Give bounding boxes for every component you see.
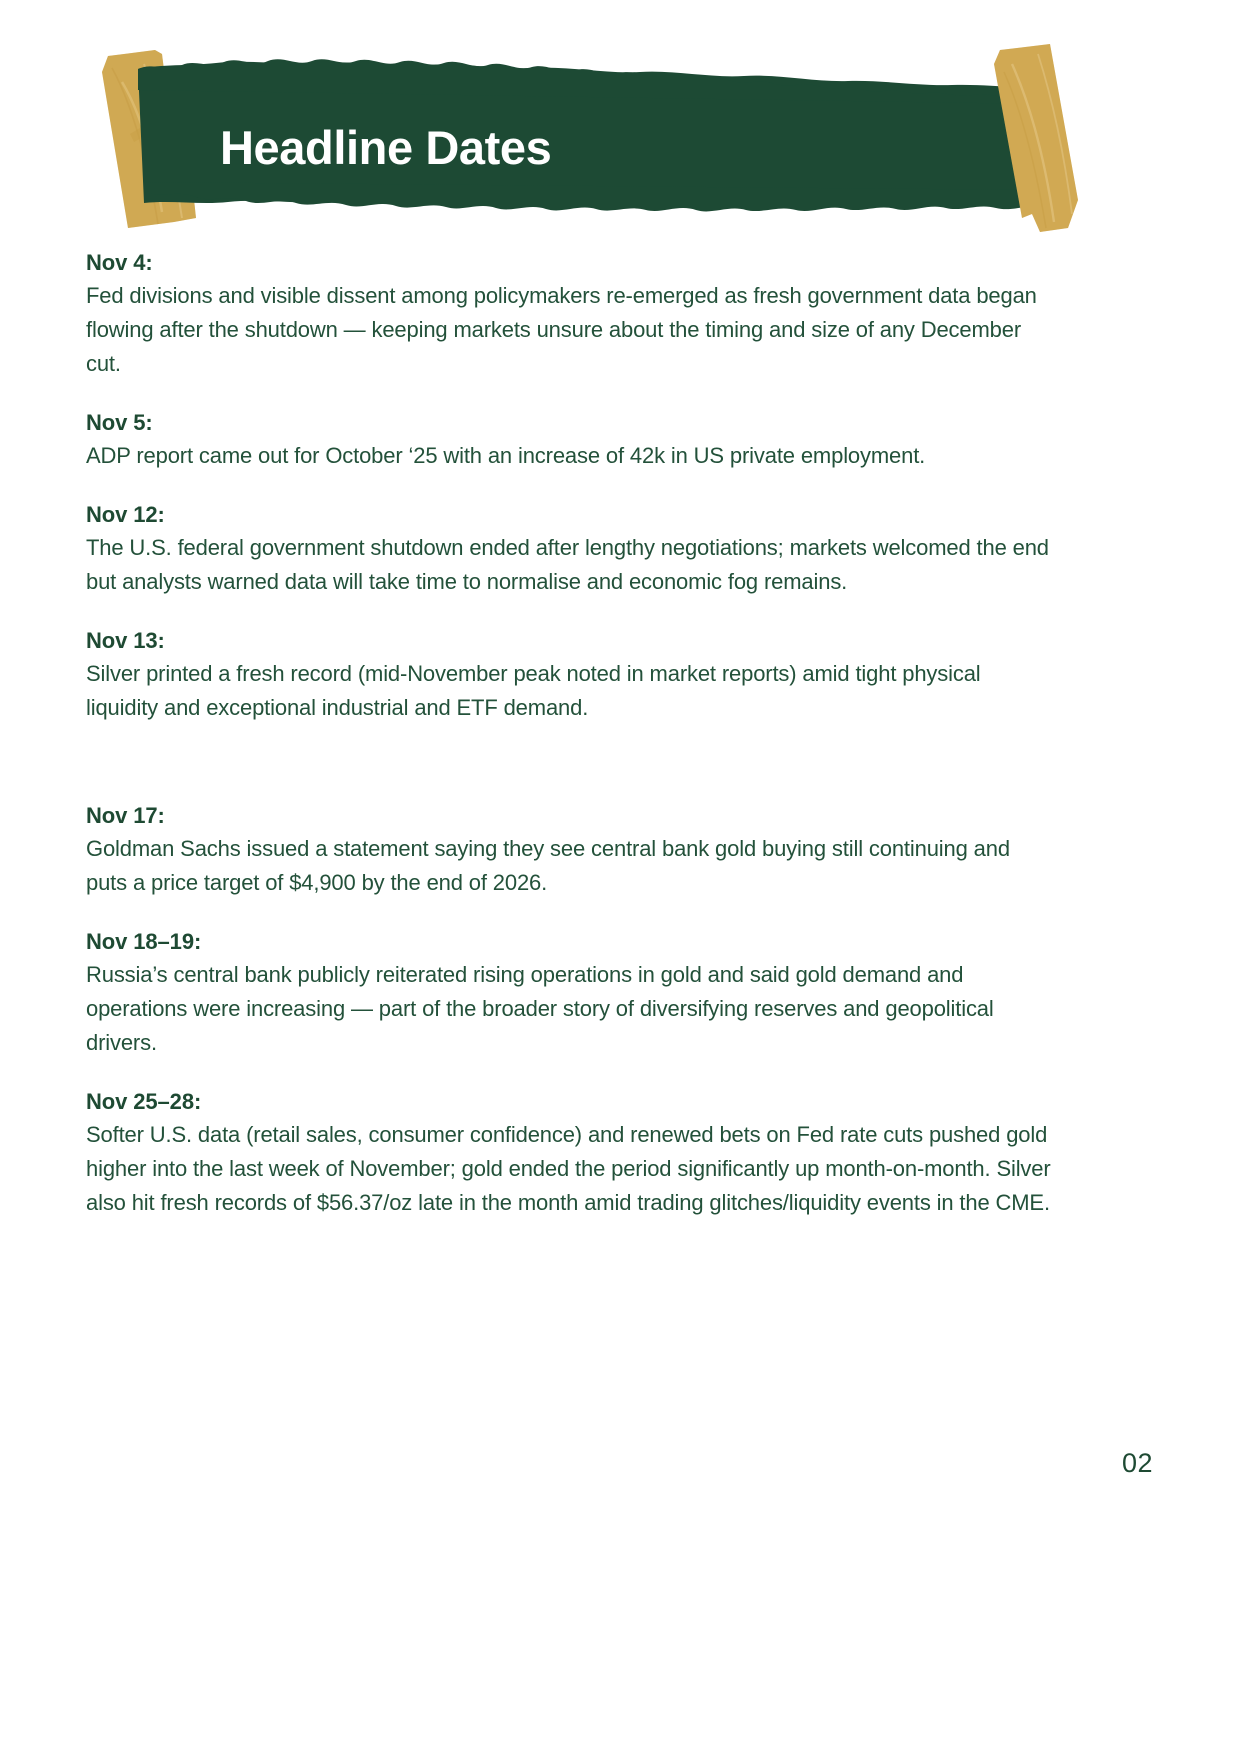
headline-entry [86, 801, 1156, 900]
entry-date-label: Nov 17: [86, 803, 165, 828]
page-title: Headline Dates [220, 121, 552, 174]
entry-body-text: Russia’s central bank publicly reiterated rising operations in gold and said gold demand and operations were increasing — part of the broader story of diversifying reserves and geopolitical drivers. [86, 962, 994, 1055]
entry-date-label: Nov 13: [86, 628, 165, 653]
page-number: 02 [1121, 1448, 1153, 1478]
headline-entry [86, 408, 1156, 473]
entry-date-label: Nov 25–28: [86, 1088, 202, 1114]
entry-date-label: Nov 12: [86, 502, 165, 527]
headline-entry [86, 248, 1156, 381]
entry-date-label: Nov 5: [86, 409, 153, 435]
headline-entries-list [86, 248, 1156, 1247]
entry-body-text: The U.S. federal government shutdown ended after lengthy negotiations; markets welcomed the end but analysts warned data will take time to normalise and economic fog remains. [86, 535, 1049, 595]
entry-body-text: Silver printed a fresh record (mid-November peak noted in market reports) amid tight physical liquidity and exceptional industrial and ETF demand. [86, 661, 981, 721]
headline-entry [86, 500, 1156, 599]
entry-date-label: Nov 18–19: [86, 929, 202, 954]
entry-body-text: Goldman Sachs issued a statement saying they see central bank gold buying still continuing and puts a price target of $4,900 by the end of 2026. [86, 836, 1010, 896]
entry-body-text: Softer U.S. data (retail sales, consumer confidence) and renewed bets on Fed rate cuts pushed gold higher into the last week of November; gold ended the period significantly up month-on-month. Silver also hit fresh records of $56.37/oz late in the month amid trading glitches/liquidity events in the CME. [86, 1122, 1051, 1215]
headline-banner [92, 42, 1104, 240]
headline-entry [86, 927, 1156, 1060]
entry-body-text: ADP report came out for October ‘25 with an increase of 42k in US private employment. [86, 443, 926, 469]
headline-entry [86, 1087, 1156, 1220]
entry-date-label: Nov 4: [86, 250, 153, 275]
headline-entry [86, 626, 1156, 725]
entry-body-text: Fed divisions and visible dissent among policymakers re-emerged as fresh government data began flowing after the shutdown — keeping markets unsure about the timing and size of any December cut. [86, 283, 1037, 376]
